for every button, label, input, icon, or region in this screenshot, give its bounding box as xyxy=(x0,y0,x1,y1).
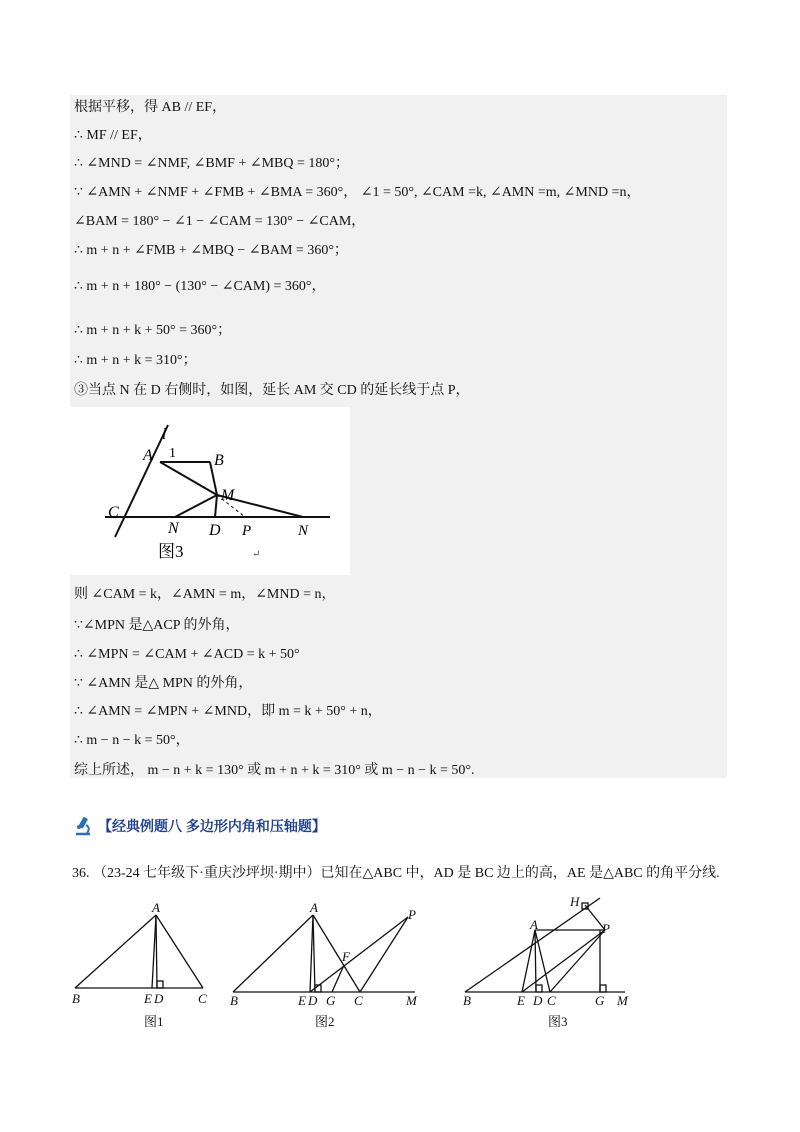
label-b: B xyxy=(214,452,224,469)
fig3-label: A xyxy=(530,917,538,932)
fig3-label: B xyxy=(463,993,471,1008)
fig3-label: C xyxy=(547,993,556,1008)
solution-line: ∴ m + n + k + 50° = 360°； xyxy=(74,323,232,338)
microscope-icon xyxy=(72,815,94,837)
fig2-label: G xyxy=(326,993,336,1008)
solution-line: 则 ∠CAM = k，∠AMN = m，∠MND = n， xyxy=(74,587,336,602)
fig3-label: D xyxy=(533,993,543,1008)
solution-line: ∴ m − n − k = 50°， xyxy=(74,733,190,748)
section-title: 【经典例题八 多边形内角和压轴题】 xyxy=(98,818,326,834)
fig2-label: D xyxy=(308,993,318,1008)
fig2-label: M xyxy=(406,993,417,1008)
fig2-caption: 图2 xyxy=(315,1014,335,1029)
question-figures xyxy=(70,895,730,1035)
solution-line: ∵ ∠AMN + ∠NMF + ∠FMB + ∠BMA = 360°， ∠1 = 50°, ∠CAM =k, ∠AMN =m, ∠MND =n， xyxy=(74,185,641,200)
solution-line: ∴ ∠MND = ∠NMF, ∠BMF + ∠MBQ = 180°； xyxy=(74,156,349,171)
fig3-label: M xyxy=(617,993,628,1008)
fig3-label: H xyxy=(570,895,580,909)
solution-line: ∴ MF // EF， xyxy=(74,128,152,143)
solution-line: ∴ m + n + ∠FMB + ∠MBQ − ∠BAM = 360°； xyxy=(74,243,348,258)
label-a: A xyxy=(143,447,153,464)
figure-3-diagram xyxy=(70,407,350,575)
section-heading xyxy=(72,815,326,837)
solution-line: 根据平移，得 AB // EF， xyxy=(74,100,227,115)
label-p: P xyxy=(242,523,252,539)
solution-line: ∴ ∠MPN = ∠CAM + ∠ACD = k + 50° xyxy=(74,647,300,662)
fig2-label: P xyxy=(408,907,416,922)
geometry-diagram xyxy=(70,407,350,575)
fig3-label: G xyxy=(595,993,605,1008)
solution-line: ∠BAM = 180° − ∠1 − ∠CAM = 130° − ∠CAM， xyxy=(74,214,366,229)
label-n: N xyxy=(168,520,179,537)
fig1-label: D xyxy=(154,991,164,1006)
solution-line: 综上所述， m − n + k = 130° 或 m + n + k = 310° 或 m − n − k = 50°. xyxy=(74,763,475,778)
solution-line: ∴ m + n + 180° − (130° − ∠CAM) = 360°， xyxy=(74,279,326,294)
solution-line: ∴ m + n + k = 310°； xyxy=(74,353,197,368)
fig2-label: F xyxy=(342,949,350,964)
fig3-caption: 图3 xyxy=(548,1014,568,1029)
solution-line: ∴ ∠AMN = ∠MPN + ∠MND，即 m = k + 50° + n， xyxy=(74,704,382,719)
fig2-label: A xyxy=(310,900,318,915)
return-mark-icon: ↵ xyxy=(252,549,261,560)
label-angle-1: 1 xyxy=(169,446,176,461)
figures-1-2-3 xyxy=(70,895,730,1035)
figure-caption: 图3 xyxy=(158,542,184,561)
solution-line: ③当点 N 在 D 右侧时，如图，延长 AM 交 CD 的延长线于点 P， xyxy=(74,383,470,398)
solution-line: ∵ ∠AMN 是△ MPN 的外角， xyxy=(74,676,253,691)
fig3-label: E xyxy=(517,993,525,1008)
solution-line: ∵∠MPN 是△ACP 的外角， xyxy=(74,618,240,633)
label-m: M xyxy=(221,487,235,504)
question-36: 36. （23-24 七年级下·重庆沙坪坝·期中）已知在△ABC 中，AD 是 BC 边上的高，AE 是△ABC 的角平分线. xyxy=(72,866,720,881)
fig1-label: E xyxy=(144,991,152,1006)
label-l: l xyxy=(162,426,167,443)
label-d: D xyxy=(209,522,221,539)
fig2-label: B xyxy=(230,993,238,1008)
fig1-label: B xyxy=(72,991,80,1006)
fig2-label: E xyxy=(298,993,306,1008)
label-n: N xyxy=(298,523,309,539)
fig3-label: P xyxy=(602,921,610,936)
fig1-caption: 图1 xyxy=(144,1014,164,1029)
fig2-label: C xyxy=(354,993,363,1008)
label-c: C xyxy=(108,504,119,521)
fig1-label: C xyxy=(198,991,207,1006)
fig1-label: A xyxy=(152,900,160,915)
